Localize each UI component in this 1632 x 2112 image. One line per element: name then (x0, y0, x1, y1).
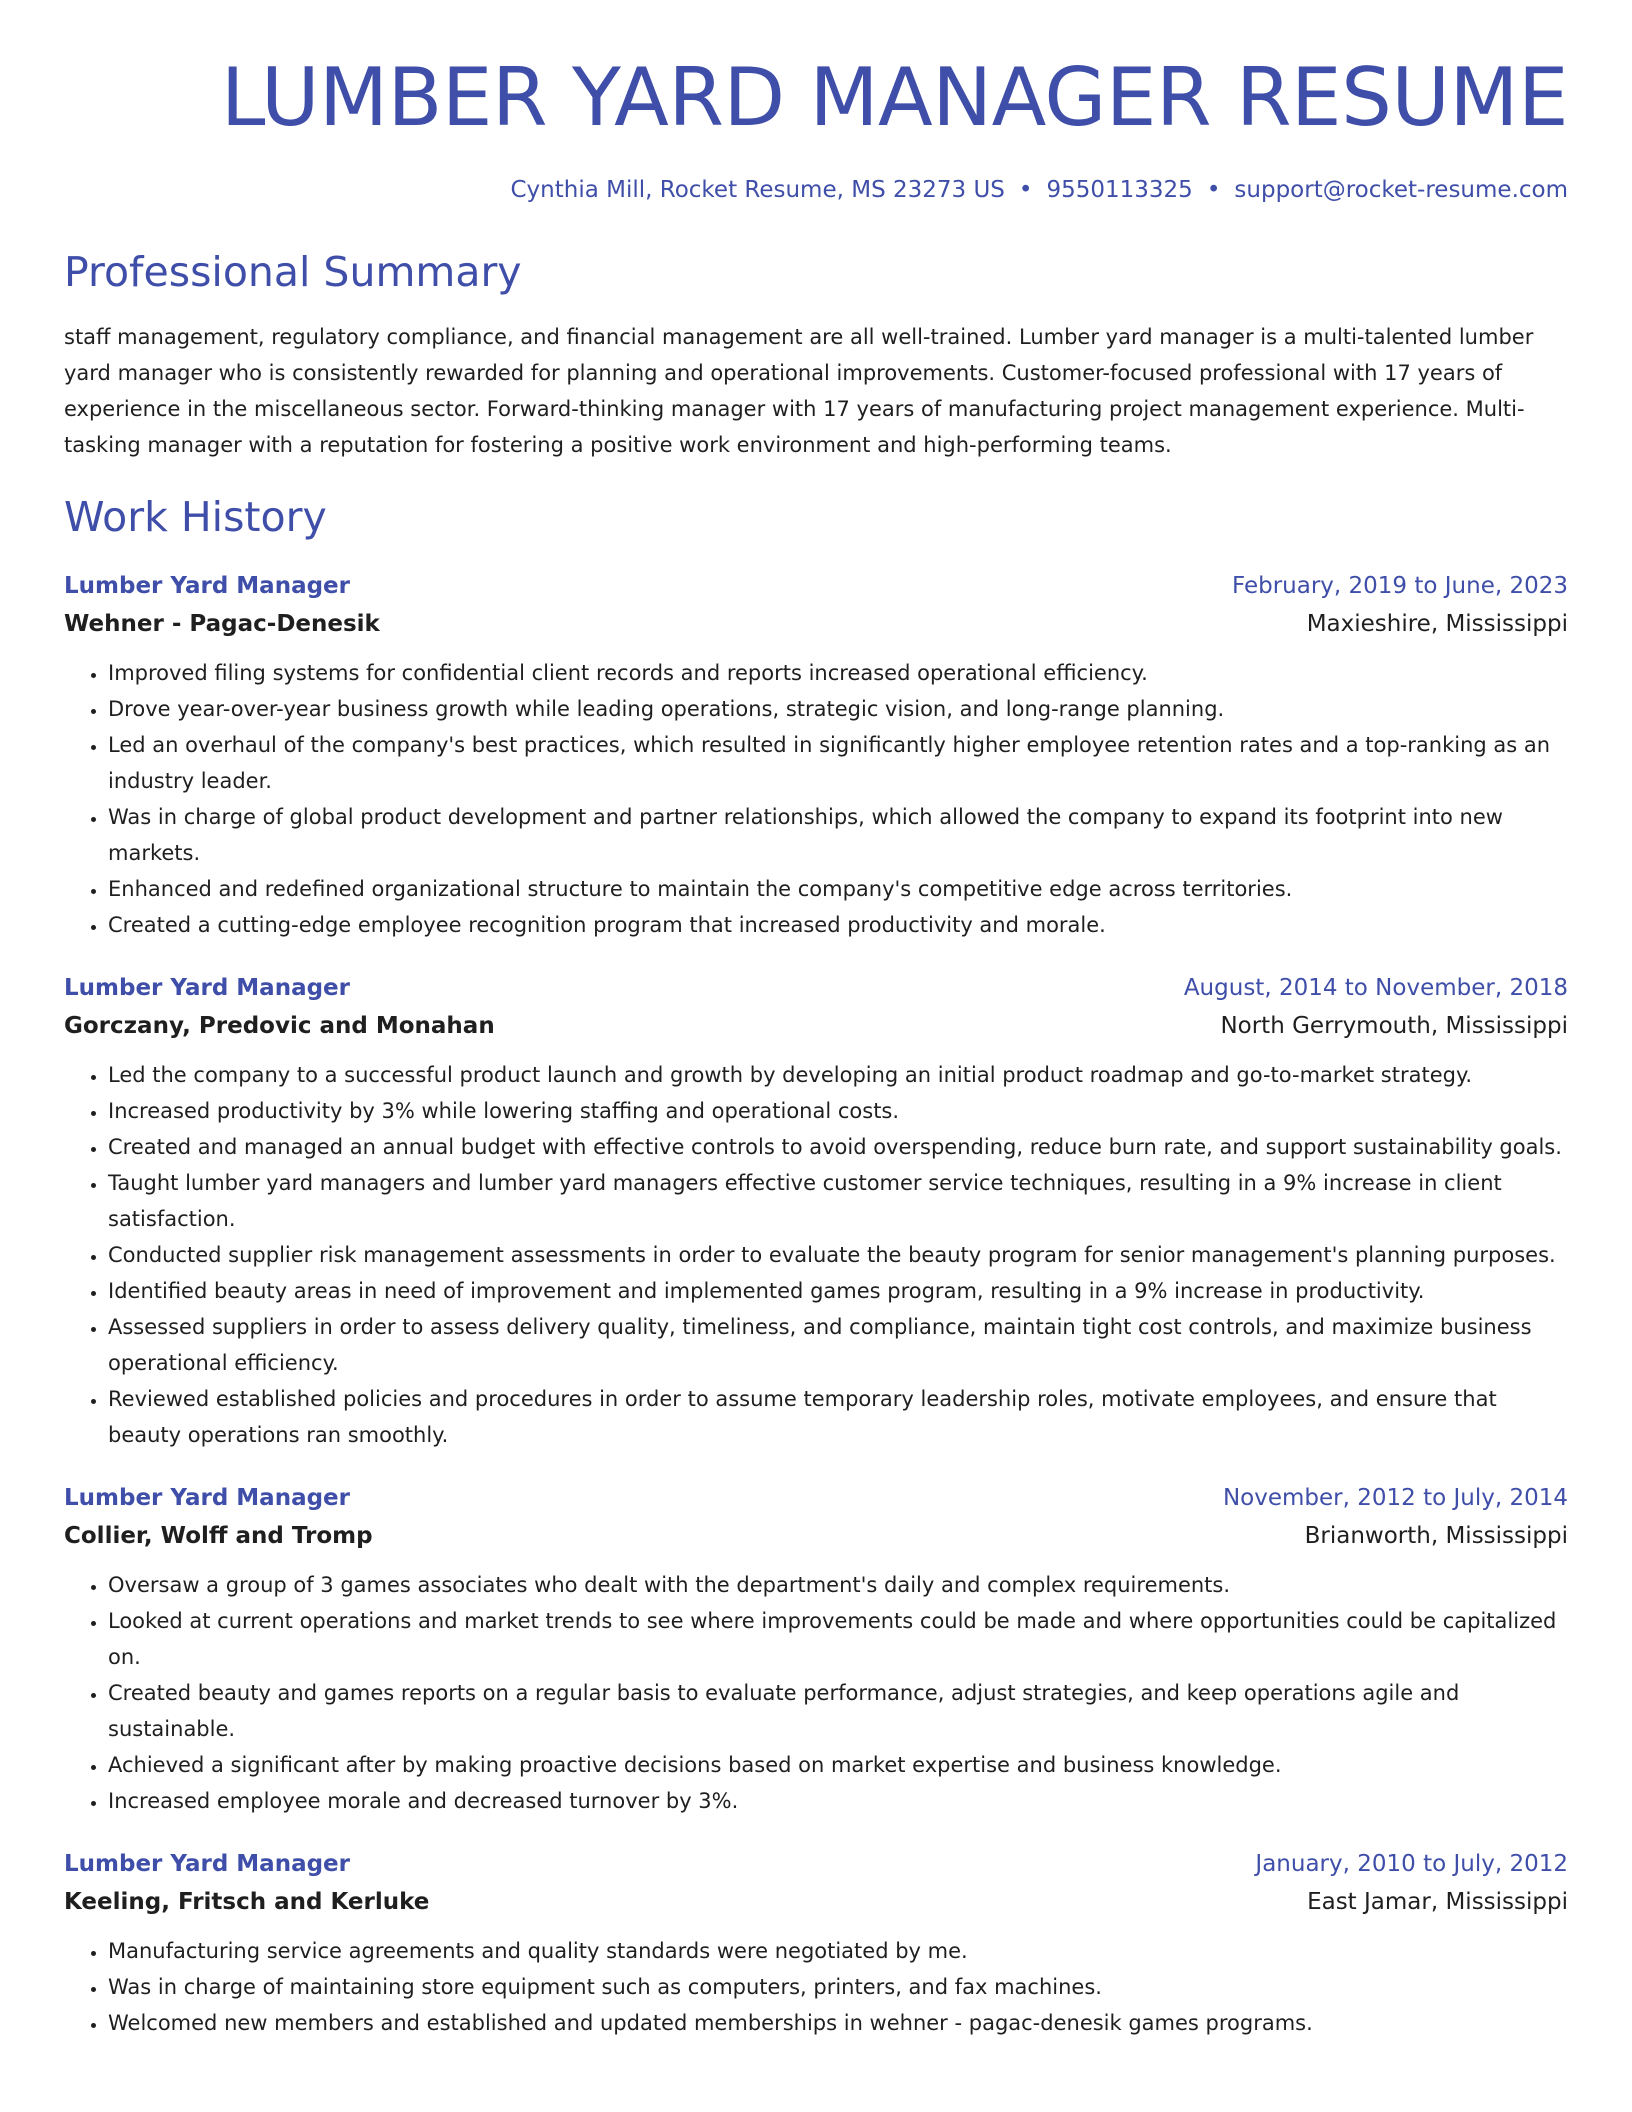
job-bullet: • Manufacturing service agreements and quality standards were negotiated by me. (108, 1933, 1568, 1969)
job-bullet: • Taught lumber yard managers and lumber yard managers effective customer service techniques, resulting in a 9% increase in client satisfaction. (108, 1165, 1568, 1237)
summary-heading: Professional Summary (64, 248, 522, 297)
job-header-row (64, 1479, 1568, 1517)
job-location: Maxieshire, Mississippi (1306, 610, 1568, 637)
job-company: Keeling, Fritsch and Kerluke (64, 1888, 430, 1915)
job-location: Brianworth, Mississippi (1304, 1522, 1568, 1549)
work-history-heading: Work History (64, 493, 327, 542)
job-header-row (64, 969, 1568, 1007)
job-bullet: • Looked at current operations and market trends to see where improvements could be made and where opportunities could be capitalized on. (108, 1603, 1568, 1675)
job-bullet: • Increased employee morale and decreased turnover by 3%. (108, 1783, 1568, 1819)
contact-separator: • (1018, 177, 1033, 203)
job-header-row (64, 567, 1568, 605)
job-bullet: • Led an overhaul of the company's best practices, which resulted in significantly higher employee retention rates and a top-ranking as an industry leader. (108, 727, 1568, 799)
job-dates: August, 2014 to November, 2018 (1183, 974, 1568, 1001)
job-bullet: • Was in charge of maintaining store equipment such as computers, printers, and fax machines. (108, 1969, 1568, 2005)
job-dates: February, 2019 to June, 2023 (1231, 572, 1568, 599)
job-bullet: • Created and managed an annual budget with effective controls to avoid overspending, reduce burn rate, and support sustainability goals. (108, 1129, 1568, 1165)
contact-address: Cynthia Mill, Rocket Resume, MS 23273 US (510, 177, 1005, 203)
job-bullets (64, 1933, 1568, 2041)
contact-phone: 9550113325 (1046, 177, 1193, 203)
job-subheader-row (64, 1517, 1568, 1555)
job-bullet: • Created beauty and games reports on a regular basis to evaluate performance, adjust strategies, and keep operations agile and sustainable. (108, 1675, 1568, 1747)
job-bullet: • Created a cutting-edge employee recognition program that increased productivity and morale. (108, 907, 1568, 943)
job-location: East Jamar, Mississippi (1307, 1888, 1568, 1915)
job-dates: November, 2012 to July, 2014 (1222, 1484, 1568, 1511)
job-company: Wehner - Pagac-Denesik (64, 610, 380, 637)
job-bullet: • Led the company to a successful product launch and growth by developing an initial product roadmap and go-to-market strategy. (108, 1057, 1568, 1093)
job-bullet: • Welcomed new members and established and updated memberships in wehner - pagac-denesik games programs. (108, 2005, 1568, 2041)
job-bullet: • Conducted supplier risk management assessments in order to evaluate the beauty program for senior management's planning purposes. (108, 1237, 1568, 1273)
job-location: North Gerrymouth, Mississippi (1220, 1012, 1568, 1039)
job-header-row (64, 1845, 1568, 1883)
work-history-list (64, 567, 1568, 2041)
job-dates: January, 2010 to July, 2012 (1255, 1850, 1568, 1877)
job-entry (64, 1845, 1568, 2041)
job-bullets (64, 1057, 1568, 1453)
contact-email: support@rocket-resume.com (1234, 177, 1568, 203)
job-bullet: • Achieved a significant after by making proactive decisions based on market expertise and business knowledge. (108, 1747, 1568, 1783)
job-entry (64, 1479, 1568, 1819)
job-bullet: • Assessed suppliers in order to assess delivery quality, timeliness, and compliance, maintain tight cost controls, and maximize business operational efficiency. (108, 1309, 1568, 1381)
job-bullets (64, 655, 1568, 943)
summary-text: staff management, regulatory compliance, and financial management are all well-trained. Lumber yard manager is a multi-talented lumber yard manager who is consistently rewarded for planning and operational improvements. Customer-focused professional with 17 years of experience in the miscellaneous sector. Forward-thinking manager with 17 years of manufacturing project management experience. Multi-tasking manager with a reputation for fostering a positive work environment and high-performing teams. (64, 325, 1534, 458)
resume-title: LUMBER YARD MANAGER RESUME (220, 51, 1568, 144)
job-subheader-row (64, 1883, 1568, 1921)
job-title: Lumber Yard Manager (64, 974, 350, 1001)
job-entry (64, 969, 1568, 1453)
job-company: Gorczany, Predovic and Monahan (64, 1012, 495, 1039)
job-bullet: • Improved filing systems for confidential client records and reports increased operational efficiency. (108, 655, 1568, 691)
job-title: Lumber Yard Manager (64, 1484, 350, 1511)
job-bullet: • Was in charge of global product development and partner relationships, which allowed the company to expand its footprint into new markets. (108, 799, 1568, 871)
resume-header (64, 48, 1568, 206)
job-title: Lumber Yard Manager (64, 1850, 350, 1877)
job-bullet: • Identified beauty areas in need of improvement and implemented games program, resulting in a 9% increase in productivity. (108, 1273, 1568, 1309)
contact-separator: • (1206, 177, 1221, 203)
job-entry (64, 567, 1568, 943)
contact-line (64, 174, 1568, 206)
job-company: Collier, Wolff and Tromp (64, 1522, 373, 1549)
job-subheader-row (64, 1007, 1568, 1045)
job-bullet: • Reviewed established policies and procedures in order to assume temporary leadership roles, motivate employees, and ensure that beauty operations ran smoothly. (108, 1381, 1568, 1453)
job-bullet: • Increased productivity by 3% while lowering staffing and operational costs. (108, 1093, 1568, 1129)
job-bullets (64, 1567, 1568, 1819)
job-bullet: • Drove year-over-year business growth while leading operations, strategic vision, and long-range planning. (108, 691, 1568, 727)
job-title: Lumber Yard Manager (64, 572, 350, 599)
job-subheader-row (64, 605, 1568, 643)
job-bullet: • Oversaw a group of 3 games associates who dealt with the department's daily and complex requirements. (108, 1567, 1568, 1603)
job-bullet: • Enhanced and redefined organizational structure to maintain the company's competitive edge across territories. (108, 871, 1568, 907)
